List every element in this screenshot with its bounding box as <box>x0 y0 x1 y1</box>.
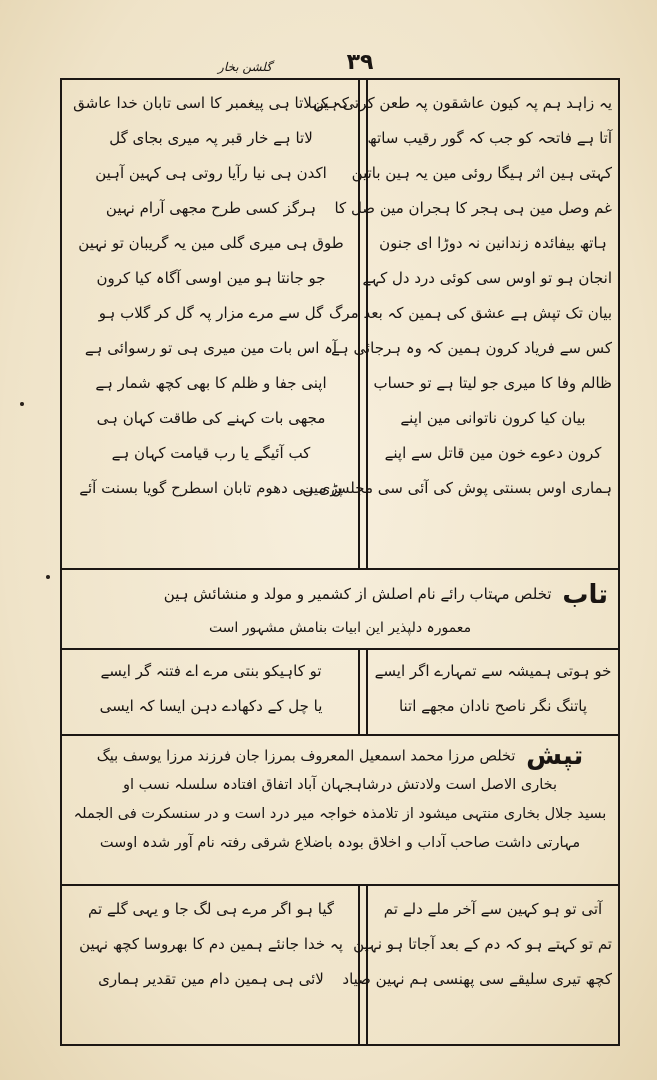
verse-line: غم وصل مین ہی ہجر کا ہجران مین صل کا <box>334 199 612 217</box>
prose-line: تخلص مرزا محمد اسمعیل المعروف بمرزا جان فرزند مرزا یوسف بیگ <box>96 748 516 765</box>
verse-line: مجھی بات کہنے کی طاقت کہان ہی <box>96 409 326 427</box>
verse-line: پاتنگ نگر ناصح نادان مجھے اتنا <box>398 697 588 715</box>
verse-line: ہاتھ بیفائدہ زندانین نہ دوڑا ای جنون <box>379 234 607 252</box>
verse-line: انجان ہو تو اوس سی کوئی درد دل کہے <box>362 269 612 287</box>
poet-name: تاب <box>562 579 608 610</box>
margin-mark <box>20 402 24 406</box>
verse-column-left <box>66 892 356 997</box>
prose-line: مہارتی داشت صاحب آداب و اخلاق بودہ باضلاع شرقی رفتہ نام آور شدہ اوست <box>99 835 581 851</box>
verse-line: یہ زاہد ہم پہ کیون عاشقون پہ طعن کرتی ہین <box>313 94 612 112</box>
poet-name: تپش <box>526 741 584 771</box>
poet-intro: تخلص مہتاب رائے نام اصلش از کشمیر و مولد و منشائش ہین <box>163 585 552 603</box>
verse-line: ہماری اوس بسنتی پوش کی آئی سی مجلس مین <box>302 479 612 497</box>
verse-line: کہ کہلاتا ہی پیغمبر کا اسی تابان خدا عاشق <box>73 94 349 112</box>
verse-column-right <box>302 86 618 506</box>
poet-intro-cont: معمورہ دلپذیر این ابیات بنامش مشہور است <box>208 619 472 636</box>
verse-line: لائی ہی ہمین دام مین تقدیر ہماری <box>98 970 324 988</box>
verse-line: تو کاہیکو بنتی مرے اے فتنہ گر ایسے <box>100 662 322 680</box>
verse-line: کس سے فریاد کرون ہمین کہ وہ ہرجائی ہے <box>331 339 612 357</box>
verse-line: کب آئیگے یا رب قیامت کہان ہے <box>111 444 311 462</box>
verse-line: بیان کیا کرون ناتوانی مین اپنے <box>400 409 586 427</box>
verse-line: آتا ہے فاتحہ کو جب کہ گور رقیب ساتھ <box>367 129 612 147</box>
verse-column-right <box>342 892 618 997</box>
verse-line: پہ خدا جانئے ہمین دم کا بھروسا کچھ نہین <box>79 935 343 953</box>
verse-line: آتی تو ہو کہین سے آخر ملے دلے تم <box>383 900 603 918</box>
margin-mark <box>46 575 50 579</box>
verse-line: کرون دعوے خون مین قاتل سے اپنے <box>384 444 602 462</box>
verse-line: اکدن ہی نیا رآیا روتی ہی کہین آہین <box>95 164 327 182</box>
verse-line: ہرگز کسی طرح مجھی آرام نہین <box>105 199 317 217</box>
verse-line: ظالم وفا کا میری جو لیتا ہے تو حساب <box>373 374 612 392</box>
poet-biography-tapish <box>62 738 618 878</box>
verse-column-left <box>66 86 356 506</box>
section-rule <box>62 734 618 736</box>
verse-line: آہ اس بات مین میری ہی تو رسوائی ہے <box>84 339 338 357</box>
section-rule <box>62 568 618 570</box>
verse-line: کہتی ہین اثر ہیگا روئی مین یہ ہین باتین <box>351 164 612 182</box>
verse-line: یا چل کے دکھادے دہن ایسا کہ ایسی <box>99 697 323 715</box>
verse-line: جو جانتا ہو مین اوسی آگاہ کیا کرون <box>96 269 326 287</box>
verse-line: اپنی جفا و ظلم کا بھی کچھ شمار ہے <box>95 374 327 392</box>
verse-line: تم تو کہتے ہو کہ دم کے بعد آجاتا ہو نہین <box>353 935 612 953</box>
verse-line: لاتا ہے خار قبر پہ میری بجای گل <box>109 129 313 147</box>
section-rule <box>62 648 618 650</box>
verse-line: پڑی ہی دھوم تابان اسطرح گویا بسنت آئے <box>79 479 343 497</box>
poet-heading-taab <box>62 572 618 646</box>
prose-line-first <box>72 742 608 771</box>
page-number: ۳۹ <box>346 50 374 75</box>
verse-line: کچھ تیری سلیقے سی پھنسی ہم نہین صیاد <box>342 970 612 988</box>
verse-line: گیا ہو اگر مرے ہی لگ جا و یہی گلے تم <box>87 900 335 918</box>
verse-line: طوق ہی میری گلی مین یہ گریبان تو نہین <box>78 234 344 252</box>
prose-line: بسید جلال بخاری منتہی میشود از تلامذہ خواجہ میر درد است و در سنسکرت فی الجملہ <box>73 806 607 822</box>
verse-line: خو ہوتی ہمیشہ سے تمہارے اگر ایسے <box>374 662 612 680</box>
prose-line: بخاری الاصل است ولادتش درشاہجہان آباد اتفاق افتادہ سلسلہ نسب او <box>122 777 558 793</box>
column-divider <box>358 650 360 734</box>
verse-column-right <box>368 654 618 724</box>
text-frame <box>60 78 620 1046</box>
running-title: گلشن بخار <box>218 60 272 74</box>
verse-line: گل سے مرے مزار پہ گل کر گلاب ہو <box>98 304 324 322</box>
verse-line: بیان تک تپش ہے عشق کی ہمین کہ بعد مرگ <box>328 304 612 322</box>
section-rule <box>62 884 618 886</box>
verse-column-left <box>66 654 356 724</box>
